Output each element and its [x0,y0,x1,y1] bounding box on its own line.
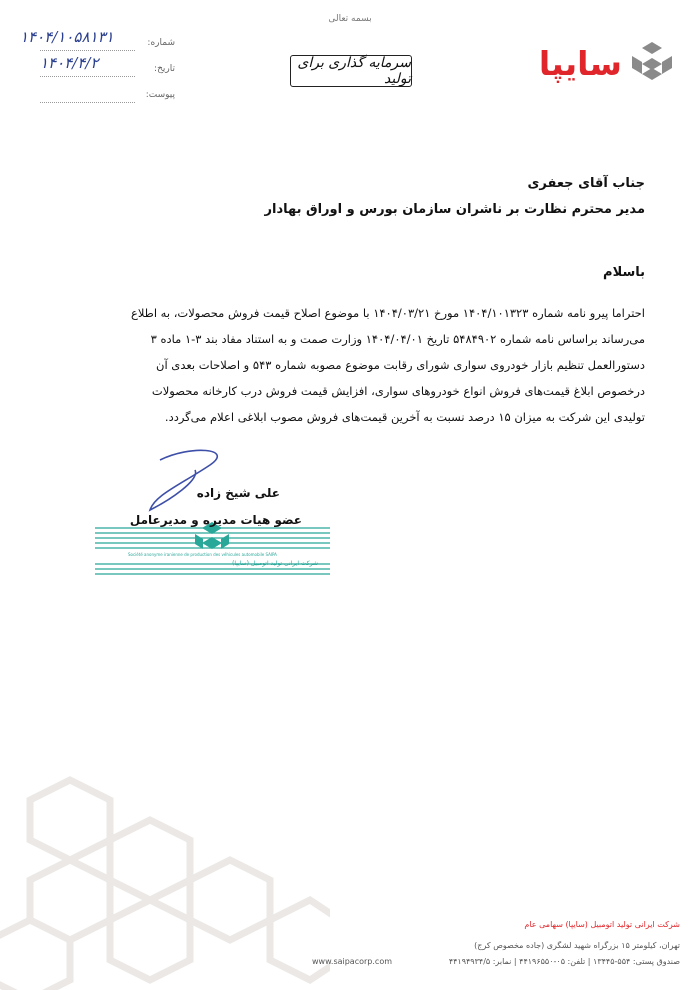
footer-website: www.saipacorp.com [312,957,392,966]
date-line [40,76,135,77]
footer-company: شرکت ایرانی تولید اتومبیل (سایپا) سهامی عام [524,920,680,929]
saipa-logo-text: سایپا [538,44,622,83]
date-value: ۱۴۰۴/۴/۲ [40,54,99,72]
stamp-text-latin: Société anonyme iranienne de production des véhicules automobile SAIPA [128,552,277,557]
recipient-title: مدیر محترم نظارت بر ناشران سازمان بورس و اوراق بهادار [264,202,645,217]
number-line [40,50,135,51]
slogan-box: سرمایه گذاری برای تولید [290,55,412,87]
body-line: دستورالعمل تنظیم بازار خودروی سواری شورای رقابت موضوع مصوبه شماره ۵۴۳ و اصلاحات بعدی آن [156,358,645,372]
body-line: تولیدی این شرکت به میزان ۱۵ درصد نسبت به آخرین قیمت‌های فروش مصوب ابلاغی اعلام می‌گردد. [164,410,645,424]
date-label: تاریخ: [154,64,175,74]
stamp-text-persian: شرکت ایرانی تولید اتومبیل (سایپا) [232,560,318,567]
number-value: ۱۴۰۴/۱۰۵۸۱۳۱ [20,28,114,46]
body-line: می‌رساند براساس نامه شماره ۵۴۸۴۹۰۲ تاریخ ۱۴۰۴/۰۴/۰۱ وزارت صمت و به استناد مفاد بند ۳-۱ ماده ۳ [150,332,645,346]
greeting: باسلام [603,265,645,280]
company-stamp [95,520,330,580]
body-line: درخصوص ابلاغ قیمت‌های فروش انواع خودروهای سواری، افزایش قیمت فروش درب کارخانه محصولات [151,384,645,398]
letter-body [85,300,645,430]
number-label: شماره: [147,38,175,48]
attachment-line [40,102,135,103]
body-line: احتراما پیرو نامه شماره ۱۴۰۴/۱۰۱۳۲۳ مورخ ۱۴۰۴/۰۳/۲۱ با موضوع اصلاح قیمت فروش محصولات، به اطلاع [130,306,645,320]
signatory-title: عضو هیات مدیره و مدیرعامل [129,513,302,527]
recipient-name: جناب آقای جعفری [527,176,645,191]
attachment-label: پیوست: [145,90,175,100]
footer-address: تهران، کیلومتر ۱۵ بزرگراه شهید لشگری (جاده مخصوص کرج) [474,941,680,950]
saipa-logo-icon [626,40,678,84]
bismillah: بسمه تعالی [328,14,372,24]
signatory-name: علی شیخ زاده [196,486,280,500]
footer-contact: صندوق پستی: ۵۵۴-۱۳۴۴۵ | تلفن: ۰۵-۴۴۱۹۶۵۵۰ | نمابر: ۴۴۱۹۴۹۳۴/۵ [448,957,680,966]
watermark-pattern [0,760,330,990]
